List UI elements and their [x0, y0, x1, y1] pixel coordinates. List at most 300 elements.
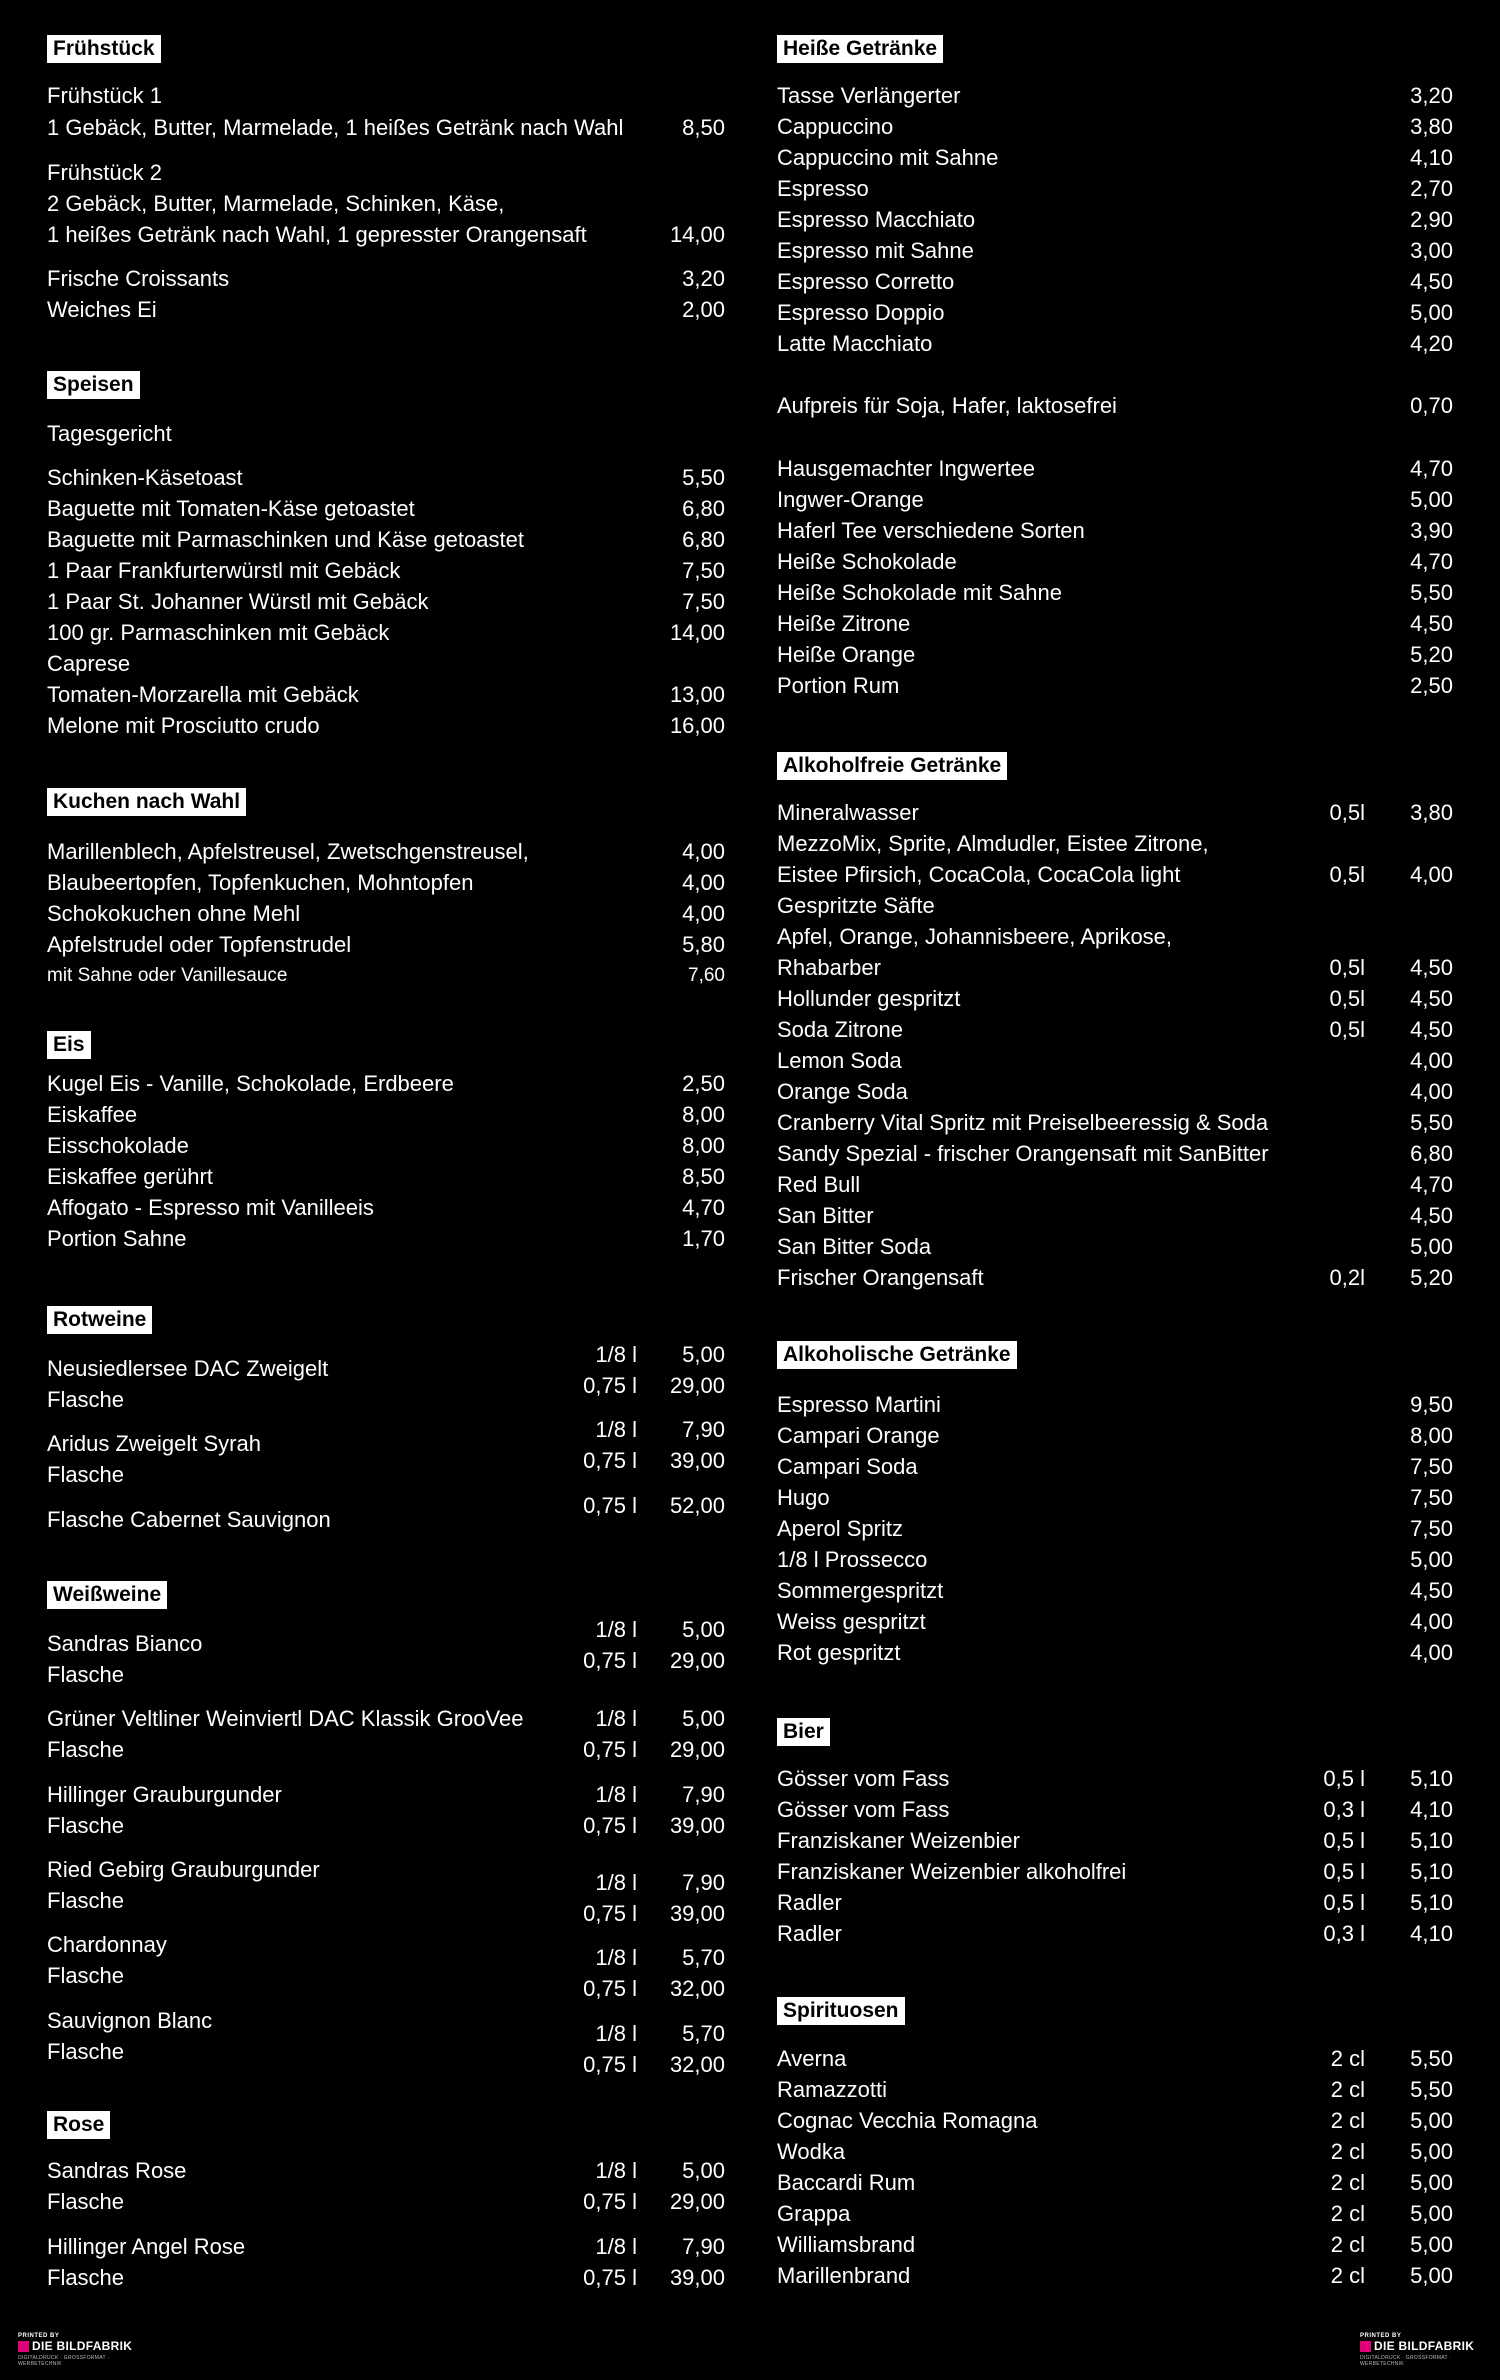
- item-price: 14,00: [669, 620, 725, 645]
- item-name: Hugo: [777, 1485, 830, 1510]
- item-price: 8,50: [682, 115, 725, 140]
- item-size: 0,75 l: [583, 1976, 637, 2001]
- menu-row: [47, 710, 725, 741]
- menu-row: [47, 2186, 725, 2217]
- menu-row: [47, 1192, 725, 1223]
- item-price: 5,00: [1410, 2108, 1453, 2133]
- item-size: 2 cl: [1330, 2139, 1365, 2164]
- item-name: Hillinger Grauburgunder: [47, 1782, 282, 1807]
- item-name: Espresso Corretto: [777, 269, 955, 294]
- item-name: 1 Paar St. Johanner Würstl mit Gebäck: [47, 589, 429, 614]
- brand-tagline: DIGITALDRUCK · GROSSFORMAT · WERBETECHNIK: [18, 2355, 110, 2367]
- item-name: Orange Soda: [777, 1079, 908, 1104]
- item-name: Flasche Cabernet Sauvignon: [47, 1507, 331, 1532]
- item-name: Latte Macchiato: [777, 331, 933, 356]
- menu-row: [47, 1068, 725, 1099]
- item-name: Franziskaner Weizenbier alkoholfrei: [777, 1859, 1127, 1884]
- item-name: Frühstück 1: [47, 83, 162, 108]
- item-price: 5,00: [682, 2158, 725, 2183]
- menu-row: [47, 586, 725, 617]
- menu-row: [777, 1794, 1453, 1825]
- item-name: Cappuccino: [777, 114, 894, 139]
- item-name: Cognac Vecchia Romagna: [777, 2108, 1038, 2133]
- menu-row: [47, 263, 725, 294]
- item-size: 0,75 l: [583, 1737, 637, 1762]
- menu-row: [47, 2049, 725, 2080]
- item-price: 5,70: [682, 1945, 725, 1970]
- item-name: San Bitter: [777, 1203, 874, 1228]
- item-price: 4,50: [1410, 1017, 1453, 1042]
- item-price: 7,90: [682, 1782, 725, 1807]
- item-name: Tomaten-Morzarella mit Gebäck: [47, 682, 359, 707]
- item-name: MezzoMix, Sprite, Almdudler, Eistee Zitrone,: [777, 831, 1209, 856]
- item-name: Williamsbrand: [777, 2232, 916, 2257]
- item-price: 5,00: [682, 1342, 725, 1367]
- item-name: 1/8 l Prossecco: [777, 1547, 928, 1572]
- menu-row: [777, 204, 1453, 235]
- item-name: Cappuccino mit Sahne: [777, 145, 999, 170]
- item-price: 3,20: [682, 266, 725, 291]
- item-price: 4,70: [1410, 1172, 1453, 1197]
- item-name: Heiße Schokolade: [777, 549, 957, 574]
- item-price: 1,70: [682, 1226, 725, 1251]
- menu-row: [47, 157, 725, 188]
- menu-row: [47, 1898, 725, 1929]
- item-price: 2,00: [682, 297, 725, 322]
- item-name: Haferl Tee verschiedene Sorten: [777, 518, 1085, 543]
- menu-row: [777, 1138, 1453, 1169]
- item-size: 0,5l: [1329, 1017, 1365, 1042]
- menu-row: [777, 1169, 1453, 1200]
- item-price: 5,50: [1410, 1110, 1453, 1135]
- menu-row: [777, 1513, 1453, 1544]
- item-price: 7,50: [682, 558, 725, 583]
- item-name: Flasche: [47, 2189, 125, 2214]
- menu-row: [777, 1482, 1453, 1513]
- item-name: Grappa: [777, 2201, 851, 2226]
- item-size: 0,75 l: [583, 1448, 637, 1473]
- item-name: Flasche: [47, 1662, 125, 1687]
- item-name: Sauvignon Blanc: [47, 2008, 213, 2033]
- item-size: 2 cl: [1330, 2077, 1365, 2102]
- item-size: 1/8 l: [595, 1870, 637, 1895]
- menu-row: [47, 1734, 725, 1765]
- item-size: 0,2l: [1329, 1265, 1365, 1290]
- item-size: 0,5l: [1329, 862, 1365, 887]
- menu-row: [777, 515, 1453, 546]
- item-name: Cranberry Vital Spritz mit Preiselbeeressig & Soda: [777, 1110, 1269, 1135]
- section-title: Bier: [777, 1718, 830, 1746]
- item-price: 9,50: [1410, 1392, 1453, 1417]
- item-name: Radler: [777, 1890, 842, 1915]
- item-name: 2 Gebäck, Butter, Marmelade, Schinken, Käse,: [47, 191, 505, 216]
- item-name: Affogato - Espresso mit Vanilleeis: [47, 1195, 374, 1220]
- item-price: 8,00: [682, 1133, 725, 1158]
- menu-row: [47, 1659, 725, 1690]
- item-price: 8,00: [682, 1102, 725, 1127]
- item-name: Aufpreis für Soja, Hafer, laktosefrei: [777, 393, 1117, 418]
- item-price: 4,00: [1410, 1640, 1453, 1665]
- item-price: 3,80: [1410, 800, 1453, 825]
- item-price: 5,50: [1410, 2077, 1453, 2102]
- item-price: 4,50: [1410, 611, 1453, 636]
- item-name: Espresso mit Sahne: [777, 238, 974, 263]
- item-price: 4,00: [1410, 1048, 1453, 1073]
- item-price: 14,00: [669, 222, 725, 247]
- item-name: Sandras Rose: [47, 2158, 187, 2183]
- item-price: 5,00: [1410, 2139, 1453, 2164]
- item-price: 4,10: [1410, 145, 1453, 170]
- menu-row: [777, 890, 1453, 921]
- item-price: 3,90: [1410, 518, 1453, 543]
- item-name: Neusiedlersee DAC Zweigelt: [47, 1356, 329, 1381]
- item-price: 29,00: [669, 2189, 725, 2214]
- section-title: Weißweine: [47, 1581, 167, 1609]
- item-price: 5,00: [1410, 2201, 1453, 2226]
- section-title: Frühstück: [47, 35, 161, 63]
- item-name: Frische Croissants: [47, 266, 230, 291]
- item-name: Campari Soda: [777, 1454, 918, 1479]
- item-size: 2 cl: [1330, 2232, 1365, 2257]
- item-name: Espresso Doppio: [777, 300, 945, 325]
- item-size: 0,75 l: [583, 1813, 637, 1838]
- item-name: 1 Paar Frankfurterwürstl mit Gebäck: [47, 558, 401, 583]
- menu-row: [777, 546, 1453, 577]
- item-name: Baguette mit Parmaschinken und Käse getoastet: [47, 527, 524, 552]
- item-price: 5,10: [1410, 1890, 1453, 1915]
- item-price: 2,50: [682, 1071, 725, 1096]
- menu-row: [47, 2231, 725, 2262]
- item-price: 4,20: [1410, 331, 1453, 356]
- item-price: 5,50: [1410, 580, 1453, 605]
- item-name: Wodka: [777, 2139, 846, 2164]
- item-name: Sandras Bianco: [47, 1631, 203, 1656]
- section-title: Rotweine: [47, 1306, 152, 1334]
- section-title: Alkoholische Getränke: [777, 1341, 1017, 1369]
- item-name: Eiskaffee gerührt: [47, 1164, 213, 1189]
- item-name: Caprese: [47, 651, 131, 676]
- menu-row: [777, 1918, 1453, 1949]
- item-price: 39,00: [669, 1448, 725, 1473]
- menu-row: [777, 2198, 1453, 2229]
- menu-row: [777, 2136, 1453, 2167]
- menu-row: [777, 1231, 1453, 1262]
- item-name: Flasche: [47, 1963, 125, 1988]
- item-size: 0,75 l: [583, 2265, 637, 2290]
- item-name: Gespritzte Säfte: [777, 893, 935, 918]
- item-name: Marillenblech, Apfelstreusel, Zwetschgenstreusel,: [47, 839, 529, 864]
- menu-row: [47, 1973, 725, 2004]
- item-price: 32,00: [669, 2052, 725, 2077]
- item-price: 7,90: [682, 1417, 725, 1442]
- item-name: Heiße Schokolade mit Sahne: [777, 580, 1062, 605]
- item-price: 4,00: [682, 901, 725, 926]
- item-price: 4,10: [1410, 1921, 1453, 1946]
- item-size: 0,5 l: [1323, 1766, 1365, 1791]
- menu-row: [47, 617, 725, 648]
- item-size: 0,5l: [1329, 800, 1365, 825]
- menu-row: [777, 1825, 1453, 1856]
- item-name: Flasche: [47, 1462, 125, 1487]
- item-size: 0,75 l: [583, 1373, 637, 1398]
- item-price: 4,50: [1410, 955, 1453, 980]
- item-price: 5,00: [1410, 1547, 1453, 1572]
- item-price: 5,50: [682, 465, 725, 490]
- menu-row: [777, 639, 1453, 670]
- menu-row: [47, 112, 725, 143]
- item-price: 5,00: [1410, 300, 1453, 325]
- item-name: Baguette mit Tomaten-Käse getoastet: [47, 496, 415, 521]
- item-name: Eisschokolade: [47, 1133, 189, 1158]
- menu-row: [47, 898, 725, 929]
- item-name: Tasse Verlängerter: [777, 83, 961, 108]
- item-price: 2,70: [1410, 176, 1453, 201]
- item-price: 8,00: [1410, 1423, 1453, 1448]
- item-name: Marillenbrand: [777, 2263, 911, 2288]
- item-name: Kugel Eis - Vanille, Schokolade, Erdbeere: [47, 1071, 454, 1096]
- item-size: 2 cl: [1330, 2108, 1365, 2133]
- item-size: 2 cl: [1330, 2046, 1365, 2071]
- menu-row: [47, 929, 725, 960]
- item-price: 4,50: [1410, 1578, 1453, 1603]
- menu-row: [777, 1544, 1453, 1575]
- brand-tagline: DIGITALDRUCK · GROSSFORMAT · WERBETECHNIK: [1360, 2355, 1452, 2367]
- menu-row: [47, 2155, 725, 2186]
- item-price: 7,90: [682, 2234, 725, 2259]
- item-size: 0,75 l: [583, 2052, 637, 2077]
- item-name: Espresso Martini: [777, 1392, 941, 1417]
- menu-row: [47, 1779, 725, 1810]
- item-price: 7,90: [682, 1870, 725, 1895]
- item-name: Hollunder gespritzt: [777, 986, 961, 1011]
- item-price: 4,70: [682, 1195, 725, 1220]
- item-name: Apfelstrudel oder Topfenstrudel: [47, 932, 352, 957]
- item-name: Blaubeertopfen, Topfenkuchen, Mohntopfen: [47, 870, 474, 895]
- section-title: Eis: [47, 1031, 91, 1059]
- item-name: Gösser vom Fass: [777, 1766, 950, 1791]
- item-size: 1/8 l: [595, 1706, 637, 1731]
- item-name: Ramazzotti: [777, 2077, 888, 2102]
- item-name: Flasche: [47, 1737, 125, 1762]
- menu-row: [47, 80, 725, 111]
- item-size: 1/8 l: [595, 1617, 637, 1642]
- item-price: 7,50: [682, 589, 725, 614]
- item-name: San Bitter Soda: [777, 1234, 932, 1259]
- item-price: 3,00: [1410, 238, 1453, 263]
- menu-row: [777, 2043, 1453, 2074]
- menu-row: [47, 867, 725, 898]
- printed-by-label: PRINTED BY: [18, 2333, 60, 2339]
- item-size: 1/8 l: [595, 1342, 637, 1367]
- menu-row: [777, 921, 1453, 952]
- item-name: Baccardi Rum: [777, 2170, 916, 2195]
- item-name: Rot gespritzt: [777, 1640, 901, 1665]
- item-size: 0,5 l: [1323, 1890, 1365, 1915]
- menu-row: [777, 1637, 1453, 1668]
- menu-row: [47, 1504, 725, 1535]
- menu-row: [777, 484, 1453, 515]
- item-size: 0,5l: [1329, 986, 1365, 1011]
- item-price: 4,10: [1410, 1797, 1453, 1822]
- menu-row: [777, 1014, 1453, 1045]
- item-price: 4,70: [1410, 549, 1453, 574]
- menu-row: [47, 294, 725, 325]
- menu-row: [777, 577, 1453, 608]
- item-price: 5,10: [1410, 1766, 1453, 1791]
- item-price: 2,90: [1410, 207, 1453, 232]
- item-price: 39,00: [669, 1813, 725, 1838]
- logo-mark-icon: [1360, 2341, 1371, 2352]
- section-title: Heiße Getränke: [777, 35, 943, 63]
- brand-name: DIE BILDFABRIK: [1374, 2339, 1475, 2353]
- item-name: Rhabarber: [777, 955, 881, 980]
- section-title: Speisen: [47, 371, 140, 399]
- item-name: Flasche: [47, 1387, 125, 1412]
- menu-row: [47, 1223, 725, 1254]
- item-name: Aperol Spritz: [777, 1516, 903, 1541]
- menu-row: [777, 797, 1453, 828]
- menu-row: [777, 111, 1453, 142]
- item-size: 0,5 l: [1323, 1859, 1365, 1884]
- menu-row: [777, 297, 1453, 328]
- menu-row: [777, 328, 1453, 359]
- item-size: 0,3 l: [1323, 1921, 1365, 1946]
- item-price: 5,00: [682, 1617, 725, 1642]
- section-title: Alkoholfreie Getränke: [777, 752, 1007, 780]
- menu-row: [777, 2260, 1453, 2291]
- printer-logo-right: [1360, 2333, 1480, 2367]
- item-price: 8,50: [682, 1164, 725, 1189]
- menu-row: [47, 418, 725, 449]
- menu-row: [777, 1420, 1453, 1451]
- item-name: Franziskaner Weizenbier: [777, 1828, 1020, 1853]
- item-price: 7,50: [1410, 1454, 1453, 1479]
- item-price: 5,00: [682, 1706, 725, 1731]
- menu-row: [47, 524, 725, 555]
- item-name: Schokokuchen ohne Mehl: [47, 901, 301, 926]
- item-name: Espresso Macchiato: [777, 207, 976, 232]
- item-price: 13,00: [669, 682, 725, 707]
- item-price: 6,80: [682, 496, 725, 521]
- item-name: Sommergespritzt: [777, 1578, 944, 1603]
- item-size: 1/8 l: [595, 1945, 637, 1970]
- item-price: 4,70: [1410, 456, 1453, 481]
- menu-row: [47, 679, 725, 710]
- item-name: Tagesgericht: [47, 421, 172, 446]
- menu-row: [47, 2262, 725, 2293]
- item-name: Frischer Orangensaft: [777, 1265, 984, 1290]
- item-name: mit Sahne oder Vanillesauce: [47, 965, 288, 986]
- item-name: 1 Gebäck, Butter, Marmelade, 1 heißes Getränk nach Wahl: [47, 115, 624, 140]
- item-name: Portion Sahne: [47, 1226, 187, 1251]
- item-name: Campari Orange: [777, 1423, 940, 1448]
- item-size: 0,75 l: [583, 1901, 637, 1926]
- menu-row: [47, 836, 725, 867]
- item-name: Portion Rum: [777, 673, 900, 698]
- menu-row: [47, 1161, 725, 1192]
- item-price: 5,70: [682, 2021, 725, 2046]
- menu-row: [777, 828, 1453, 859]
- item-size: 0,75 l: [583, 2189, 637, 2214]
- menu-row: [777, 2229, 1453, 2260]
- item-price: 5,80: [682, 932, 725, 957]
- menu-row: [47, 493, 725, 524]
- item-price: 7,50: [1410, 1485, 1453, 1510]
- item-name: 100 gr. Parmaschinken mit Gebäck: [47, 620, 390, 645]
- section-title: Spirituosen: [777, 1997, 905, 2025]
- item-price: 6,80: [682, 527, 725, 552]
- item-size: 2 cl: [1330, 2170, 1365, 2195]
- menu-row: [777, 1763, 1453, 1794]
- item-name: Hillinger Angel Rose: [47, 2234, 246, 2259]
- item-price: 5,20: [1410, 1265, 1453, 1290]
- menu-row: [47, 960, 725, 991]
- item-price: 52,00: [669, 1493, 725, 1518]
- menu-row: [777, 983, 1453, 1014]
- menu-row: [777, 952, 1453, 983]
- menu-row: [777, 859, 1453, 890]
- menu-row: [777, 1389, 1453, 1420]
- item-price: 0,70: [1410, 393, 1453, 418]
- item-name: Chardonnay: [47, 1932, 167, 1957]
- item-price: 6,80: [1410, 1141, 1453, 1166]
- item-price: 4,00: [1410, 1079, 1453, 1104]
- menu-row: [777, 2167, 1453, 2198]
- item-price: 7,50: [1410, 1516, 1453, 1541]
- menu-row: [777, 1076, 1453, 1107]
- item-price: 4,50: [1410, 986, 1453, 1011]
- item-name: Heiße Zitrone: [777, 611, 911, 636]
- section-title: Kuchen nach Wahl: [47, 788, 246, 816]
- item-price: 5,00: [1410, 1234, 1453, 1259]
- menu-row: [777, 2074, 1453, 2105]
- item-name: Ingwer-Orange: [777, 487, 924, 512]
- menu-row: [47, 648, 725, 679]
- menu-row: [47, 219, 725, 250]
- printed-by-label: PRINTED BY: [1360, 2333, 1402, 2339]
- menu-row: [47, 188, 725, 219]
- menu-row: [47, 1099, 725, 1130]
- menu-row: [47, 555, 725, 586]
- menu-row: [777, 266, 1453, 297]
- item-name: Red Bull: [777, 1172, 861, 1197]
- item-name: Sandy Spezial - frischer Orangensaft mit SanBitter: [777, 1141, 1269, 1166]
- item-price: 7,60: [688, 965, 725, 986]
- menu-row: [777, 1451, 1453, 1482]
- item-size: 1/8 l: [595, 2234, 637, 2259]
- menu-row: [777, 1200, 1453, 1231]
- item-price: 39,00: [669, 1901, 725, 1926]
- item-name: Averna: [777, 2046, 847, 2071]
- item-size: 1/8 l: [595, 2158, 637, 2183]
- item-price: 29,00: [669, 1373, 725, 1398]
- item-name: Soda Zitrone: [777, 1017, 903, 1042]
- brand-name: DIE BILDFABRIK: [32, 2339, 133, 2353]
- menu-row: [777, 1575, 1453, 1606]
- menu-row: [777, 1856, 1453, 1887]
- item-price: 32,00: [669, 1976, 725, 2001]
- item-name: Apfel, Orange, Johannisbeere, Aprikose,: [777, 924, 1173, 949]
- item-name: Radler: [777, 1921, 842, 1946]
- menu-row: [47, 1810, 725, 1841]
- menu-row: [777, 1045, 1453, 1076]
- item-name: Aridus Zweigelt Syrah: [47, 1431, 261, 1456]
- item-price: 4,00: [1410, 1609, 1453, 1634]
- item-size: 0,5 l: [1323, 1828, 1365, 1853]
- item-price: 5,50: [1410, 2046, 1453, 2071]
- item-price: 2,50: [1410, 673, 1453, 698]
- item-price: 4,00: [682, 870, 725, 895]
